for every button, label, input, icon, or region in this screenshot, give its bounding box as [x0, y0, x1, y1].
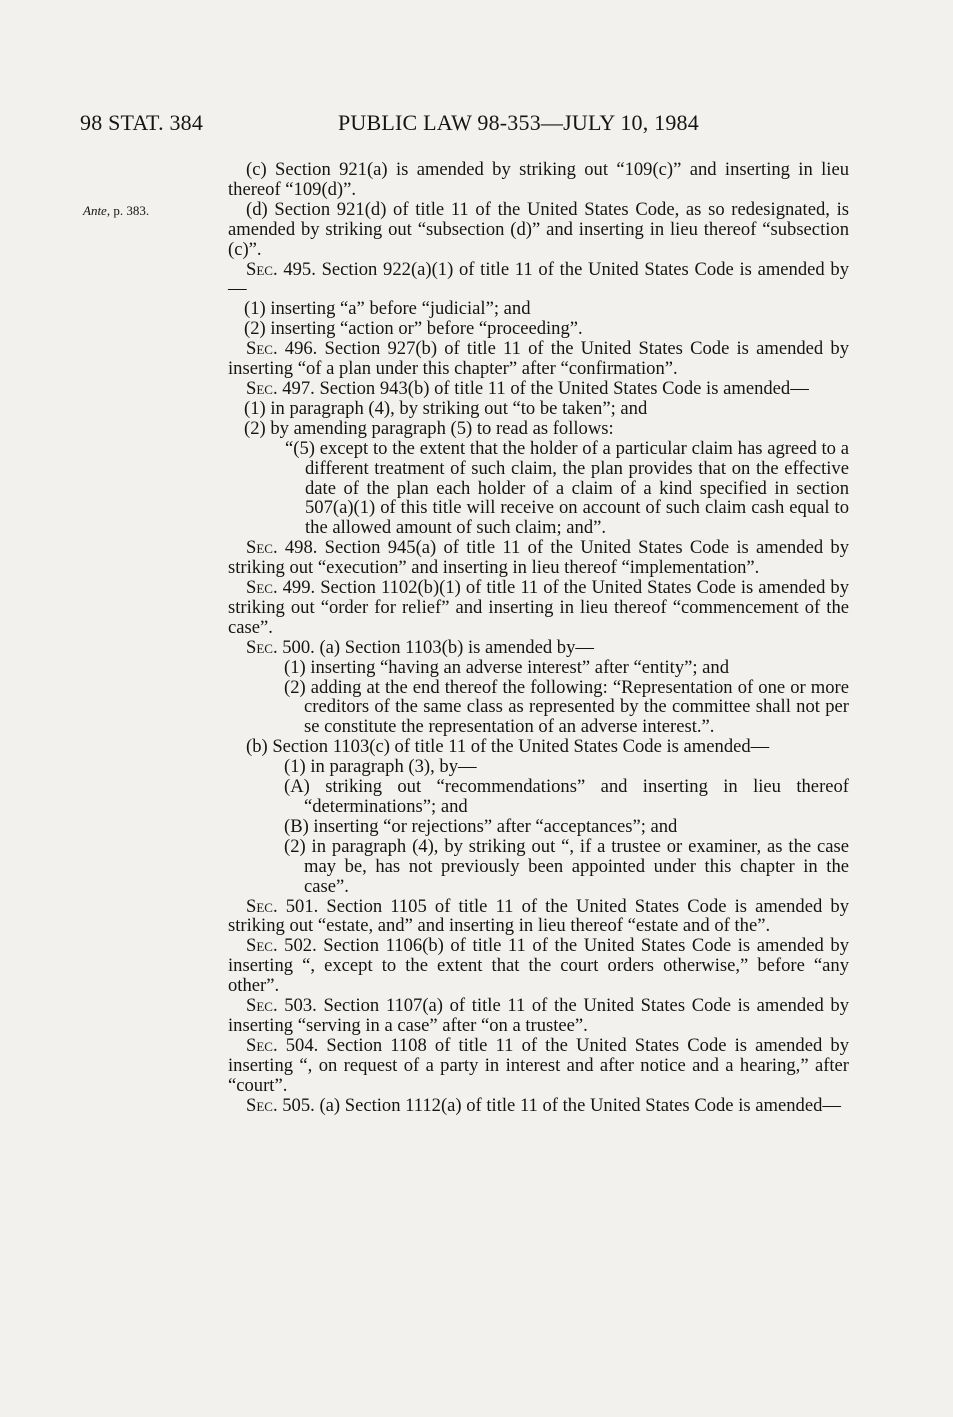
section-495-item-2: (2) inserting “action or” before “proceeding”.: [244, 318, 583, 340]
section-label: Sec.: [246, 338, 278, 360]
section-label: Sec.: [246, 577, 278, 599]
section-497: [228, 379, 849, 399]
section-500b: (b) Section 1103(c) of title 11 of the United States Code is amended—: [246, 736, 770, 758]
section-label: Sec.: [246, 1094, 278, 1116]
margin-note-page: p. 383.: [113, 203, 150, 218]
section-503-text: 503. Section 1107(a) of title 11 of the United States Code is amended by inserting “serving in a case” after “on a trustee”.: [228, 995, 849, 1036]
section-495-text: 495. Section 922(a)(1) of title 11 of the United States Code is amended by—: [228, 258, 849, 300]
stat-page-number: 98 STAT. 384: [80, 110, 204, 135]
section-500a: [228, 638, 849, 658]
section-497-item-2: (2) by amending paragraph (5) to read as follows:: [244, 417, 614, 439]
section-label: Sec.: [246, 377, 278, 399]
section-label: Sec.: [246, 258, 278, 280]
law-title: PUBLIC LAW 98-353—JULY 10, 1984: [338, 110, 699, 135]
section-497-item-1: (1) in paragraph (4), by striking out “to be taken”; and: [244, 397, 648, 419]
section-498-text: 498. Section 945(a) of title 11 of the United States Code is amended by striking out “execution” and inserting in lieu thereof “implementation”.: [228, 537, 849, 579]
section-494d: (d) Section 921(d) of title 11 of the United States Code, as so redesignated, is amended by striking out “subsection (d)” and inserting in lieu thereof “subsection (c)”.: [228, 198, 849, 260]
section-502-text: 502. Section 1106(b) of title 11 of the United States Code is amended by inserting “, except to the extent that the court orders otherwise,” before “any other”.: [228, 935, 849, 997]
section-label: Sec.: [246, 636, 278, 658]
section-497-quote: “(5) except to the extent that the holder of a particular claim has agreed to a different treatment of such claim, the plan provides that on the effective date of the plan each holder of a claim of a kind specified in section 507(a)(1) of this title will receive on account of such claim cash equal to the allowed amount of such claim; and”.: [285, 437, 849, 539]
section-label: Sec.: [246, 895, 278, 917]
section-501-text: 501. Section 1105 of title 11 of the United States Code is amended by striking out “estate, and” and inserting in lieu thereof “estate and of the”.: [228, 895, 849, 937]
section-504: [228, 1036, 849, 1096]
section-498: [228, 538, 849, 578]
section-502: [228, 936, 849, 996]
section-500b-item-1A: (A) striking out “recommendations” and inserting in lieu thereof “determinations”; and: [284, 776, 849, 817]
section-505-text: 505. (a) Section 1112(a) of title 11 of the United States Code is amended—: [277, 1094, 841, 1116]
section-503: [228, 996, 849, 1036]
section-495-item-1: (1) inserting “a” before “judicial”; and: [244, 298, 531, 320]
section-label: Sec.: [246, 537, 278, 559]
section-500a-item-2: (2) adding at the end thereof the following: “Representation of one or more creditors of the same class as represented by the committee shall not per se constitute the representation of an adverse interest.”.: [284, 676, 849, 738]
section-496-text: 496. Section 927(b) of title 11 of the United States Code is amended by inserting “of a plan under this chapter” after “confirmation”.: [228, 338, 849, 380]
section-505: [228, 1096, 849, 1116]
section-499: [228, 578, 849, 638]
section-500b-item-2: (2) in paragraph (4), by striking out “, if a trustee or examiner, as the case may be, has not previously been appointed under this chapter in the case”.: [284, 835, 849, 897]
section-label: Sec.: [246, 935, 278, 957]
section-label: Sec.: [246, 1034, 278, 1056]
section-499-text: 499. Section 1102(b)(1) of title 11 of the United States Code is amended by striking out “order for relief” and inserting in lieu thereof “commencement of the case”.: [228, 577, 849, 638]
section-500b-item-1: (1) in paragraph (3), by—: [284, 756, 477, 778]
section-504-text: 504. Section 1108 of title 11 of the United States Code is amended by inserting “, on request of a party in interest and after notice and a hearing,” after “court”.: [228, 1034, 849, 1096]
section-500a-item-1: (1) inserting “having an adverse interest” after “entity”; and: [284, 656, 730, 678]
margin-note-ante: Ante,: [83, 203, 111, 218]
section-500a-text: 500. (a) Section 1103(b) is amended by—: [277, 636, 594, 658]
section-496: [228, 339, 849, 379]
margin-note: [83, 203, 149, 219]
section-497-text: 497. Section 943(b) of title 11 of the United States Code is amended—: [277, 377, 809, 399]
section-495: [228, 260, 849, 300]
section-494c: (c) Section 921(a) is amended by striking out “109(c)” and inserting in lieu thereof “109(d)”.: [228, 159, 849, 200]
section-501: [228, 897, 849, 937]
document-body: [228, 160, 849, 1116]
section-label: Sec.: [246, 995, 278, 1017]
section-500b-item-1B: (B) inserting “or rejections” after “acceptances”; and: [284, 815, 678, 837]
